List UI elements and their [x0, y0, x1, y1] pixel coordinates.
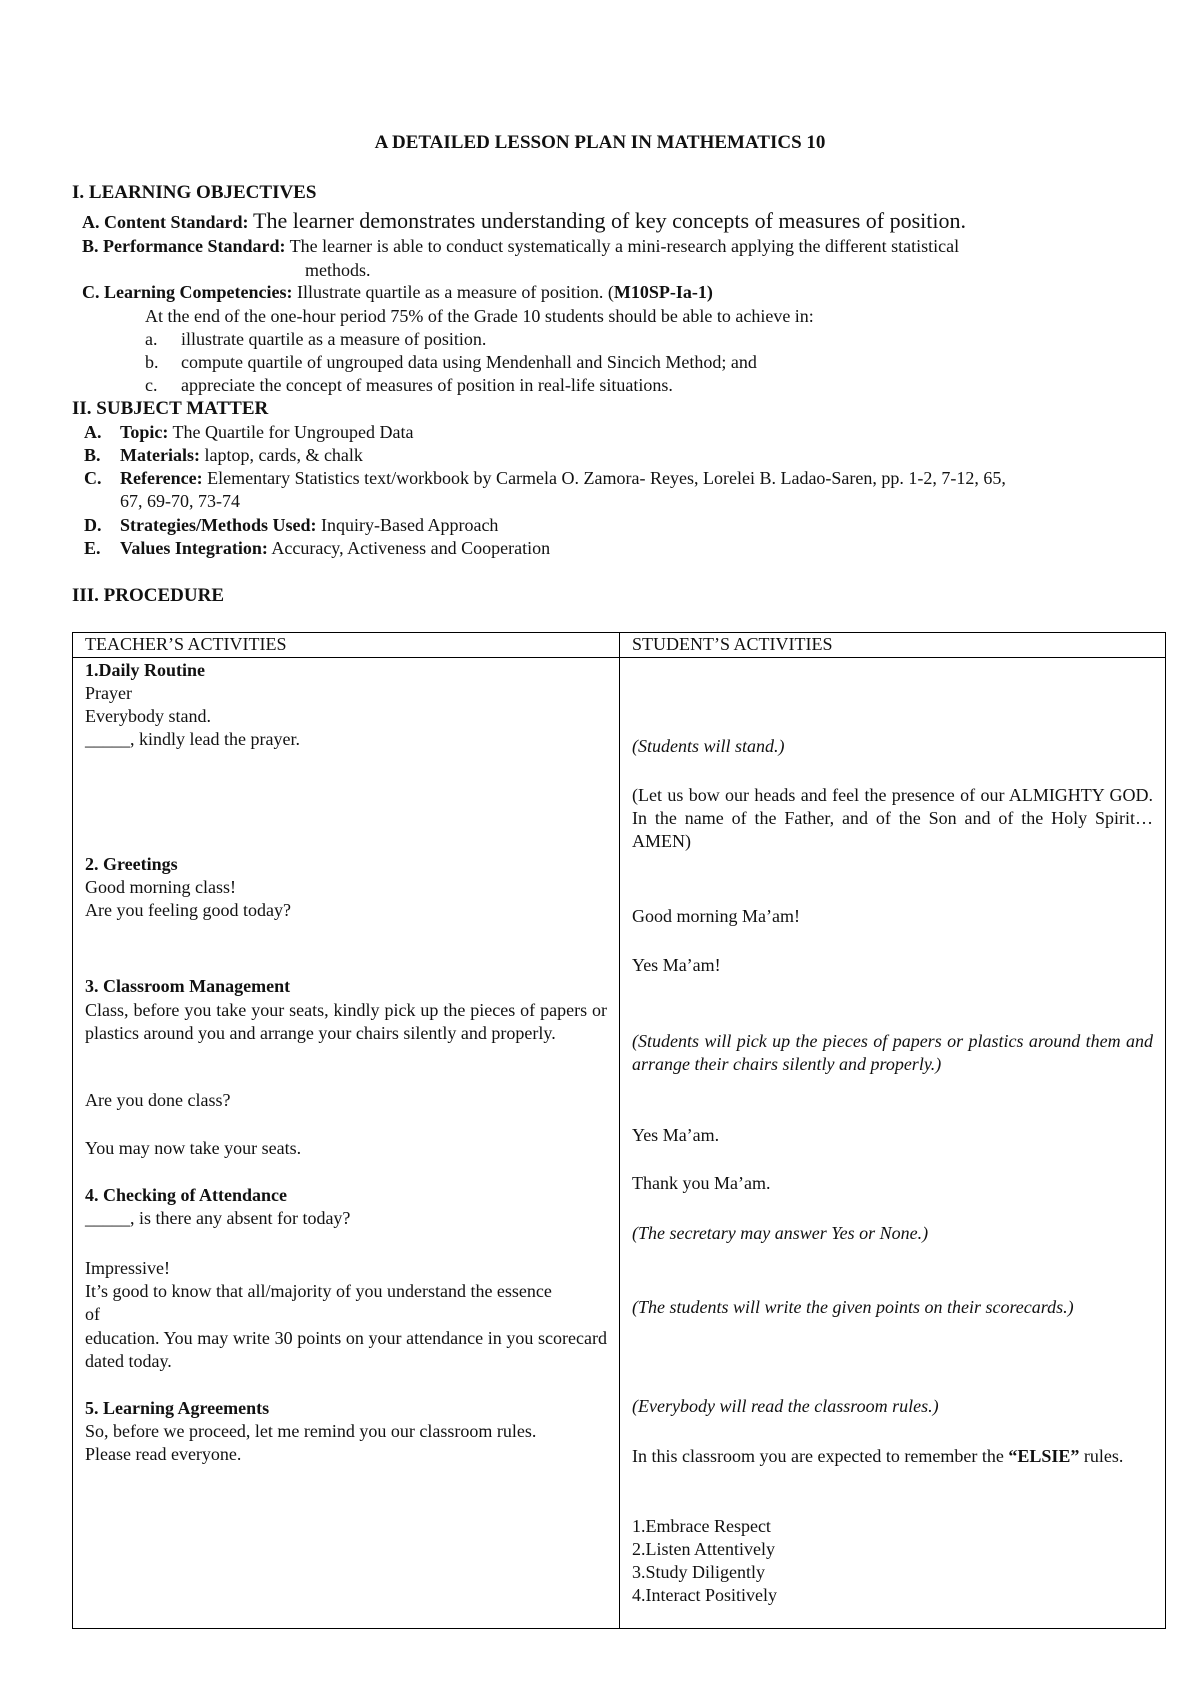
step-daily-routine: 1.Daily Routine	[85, 660, 206, 680]
student-line: (Students will stand.)	[632, 736, 785, 756]
learning-competencies	[82, 282, 713, 303]
subject-label: Materials:	[120, 445, 200, 465]
performance-standard-cont: methods.	[305, 260, 371, 280]
objective-item	[145, 329, 486, 350]
step-greetings: 2. Greetings	[85, 854, 178, 874]
procedure-header-row	[73, 633, 1166, 658]
teacher-line: Please read everyone.	[85, 1444, 242, 1464]
subject-text: Elementary Statistics text/workbook by Carmela O. Zamora- Reyes, Lorelei B. Ladao-Saren, pp. 1-2, 7-12, 65,	[207, 468, 1006, 488]
rule-item: 4.Interact Positively	[632, 1585, 777, 1605]
procedure-table	[72, 632, 1166, 1629]
subject-item-reference	[84, 468, 1006, 489]
teacher-line: Good morning class!	[85, 877, 236, 897]
teacher-line: Impressive!	[85, 1258, 170, 1278]
student-line: (The secretary may answer Yes or None.)	[632, 1223, 929, 1243]
teacher-paragraph: education. You may write 30 points on your attendance in you scorecard dated today.	[85, 1328, 607, 1371]
procedure-body-row	[73, 658, 1166, 1629]
rule-item: 3.Study Diligently	[632, 1562, 766, 1582]
step-attendance: 4. Checking of Attendance	[85, 1185, 287, 1205]
step-classroom-management: 3. Classroom Management	[85, 976, 291, 996]
step-learning-agreements: 5. Learning Agreements	[85, 1398, 270, 1418]
subject-item-materials	[84, 445, 363, 466]
teacher-activities-cell	[73, 658, 620, 1629]
elsie-name: “ELSIE”	[1008, 1446, 1080, 1466]
subject-reference-cont: 67, 69-70, 73-74	[120, 491, 240, 511]
teacher-line: Prayer	[85, 683, 132, 703]
student-line: (The students will write the given points on their scorecards.)	[632, 1297, 1074, 1317]
teacher-line: Everybody stand.	[85, 706, 211, 726]
document-title: A DETAILED LESSON PLAN IN MATHEMATICS 10	[374, 132, 826, 153]
content-standard	[82, 208, 966, 234]
teacher-line: So, before we proceed, let me remind you our classroom rules.	[85, 1421, 537, 1441]
teacher-line: of	[85, 1304, 100, 1324]
objective-marker: b.	[145, 352, 159, 372]
content-standard-label: A. Content Standard:	[82, 212, 249, 232]
performance-standard	[82, 236, 959, 257]
objective-marker: a.	[145, 329, 158, 349]
subject-matter-heading: II. SUBJECT MATTER	[72, 398, 269, 419]
subject-marker: D.	[84, 515, 102, 535]
competencies-label: C. Learning Competencies:	[82, 282, 293, 302]
subject-text: Accuracy, Activeness and Cooperation	[271, 538, 551, 558]
performance-standard-label: B. Performance Standard:	[82, 236, 286, 256]
teacher-column-header: TEACHER’S ACTIVITIES	[73, 633, 620, 658]
competencies-code: M10SP-Ia-1)	[613, 282, 713, 302]
rule-item: 1.Embrace Respect	[632, 1516, 771, 1536]
objective-item	[145, 375, 673, 396]
subject-item-topic	[84, 422, 413, 443]
subject-marker: E.	[84, 538, 101, 558]
subject-text: The Quartile for Ungrouped Data	[172, 422, 414, 442]
objective-text: illustrate quartile as a measure of position.	[181, 329, 487, 349]
objective-item	[145, 352, 757, 373]
teacher-line: It’s good to know that all/majority of you understand the essence	[85, 1281, 552, 1301]
subject-label: Strategies/Methods Used:	[120, 515, 317, 535]
student-paragraph: (Let us bow our heads and feel the presence of our ALMIGHTY GOD. In the name of the Father, and of the Son and of the Holy Spirit…AMEN)	[632, 785, 1153, 851]
content-standard-text: The learner demonstrates understanding of key concepts of measures of position.	[253, 208, 966, 233]
subject-marker: A.	[84, 422, 102, 442]
subject-label: Reference:	[120, 468, 203, 488]
teacher-line: You may now take your seats.	[85, 1138, 302, 1158]
subject-marker: B.	[84, 445, 101, 465]
subject-marker: C.	[84, 468, 102, 488]
student-line: Yes Ma’am!	[632, 955, 721, 975]
objective-marker: c.	[145, 375, 158, 395]
student-line: Thank you Ma’am.	[632, 1173, 771, 1193]
student-line: Yes Ma’am.	[632, 1125, 720, 1145]
student-line: Good morning Ma’am!	[632, 906, 800, 926]
subject-item-strategies	[84, 515, 498, 536]
procedure-heading: III. PROCEDURE	[72, 585, 225, 606]
competencies-intro: At the end of the one-hour period 75% of the Grade 10 students should be able to achieve in:	[145, 306, 814, 326]
teacher-line: _____, is there any absent for today?	[85, 1208, 351, 1228]
subject-label: Values Integration:	[120, 538, 268, 558]
teacher-line: _____, kindly lead the prayer.	[85, 729, 300, 749]
teacher-line: Are you feeling good today?	[85, 900, 291, 920]
objective-text: compute quartile of ungrouped data using Mendenhall and Sincich Method; and	[181, 352, 757, 372]
elsie-post: rules.	[1083, 1446, 1124, 1466]
objective-text: appreciate the concept of measures of position in real-life situations.	[181, 375, 673, 395]
student-column-header: STUDENT’S ACTIVITIES	[620, 633, 1166, 658]
subject-text: laptop, cards, & chalk	[204, 445, 363, 465]
student-activities-cell	[620, 658, 1166, 1629]
student-line: (Everybody will read the classroom rules.)	[632, 1396, 939, 1416]
elsie-pre: In this classroom you are expected to remember the	[632, 1446, 1009, 1466]
subject-label: Topic:	[120, 422, 169, 442]
teacher-paragraph: Class, before you take your seats, kindly pick up the pieces of papers or plastics around you and arrange your chairs silently and properly.	[85, 1000, 607, 1043]
performance-standard-text: The learner is able to conduct systematically a mini-research applying the different statistical	[289, 236, 960, 256]
rule-item: 2.Listen Attentively	[632, 1539, 775, 1559]
student-paragraph: (Students will pick up the pieces of papers or plastics around them and arrange their chairs silently and properly.)	[632, 1031, 1153, 1074]
competencies-text: Illustrate quartile as a measure of position. (	[296, 282, 614, 302]
teacher-line: Are you done class?	[85, 1090, 231, 1110]
objectives-heading: I. LEARNING OBJECTIVES	[72, 182, 317, 203]
subject-text: Inquiry-Based Approach	[320, 515, 499, 535]
student-elsie-paragraph	[632, 1445, 1153, 1468]
subject-item-values	[84, 538, 550, 559]
